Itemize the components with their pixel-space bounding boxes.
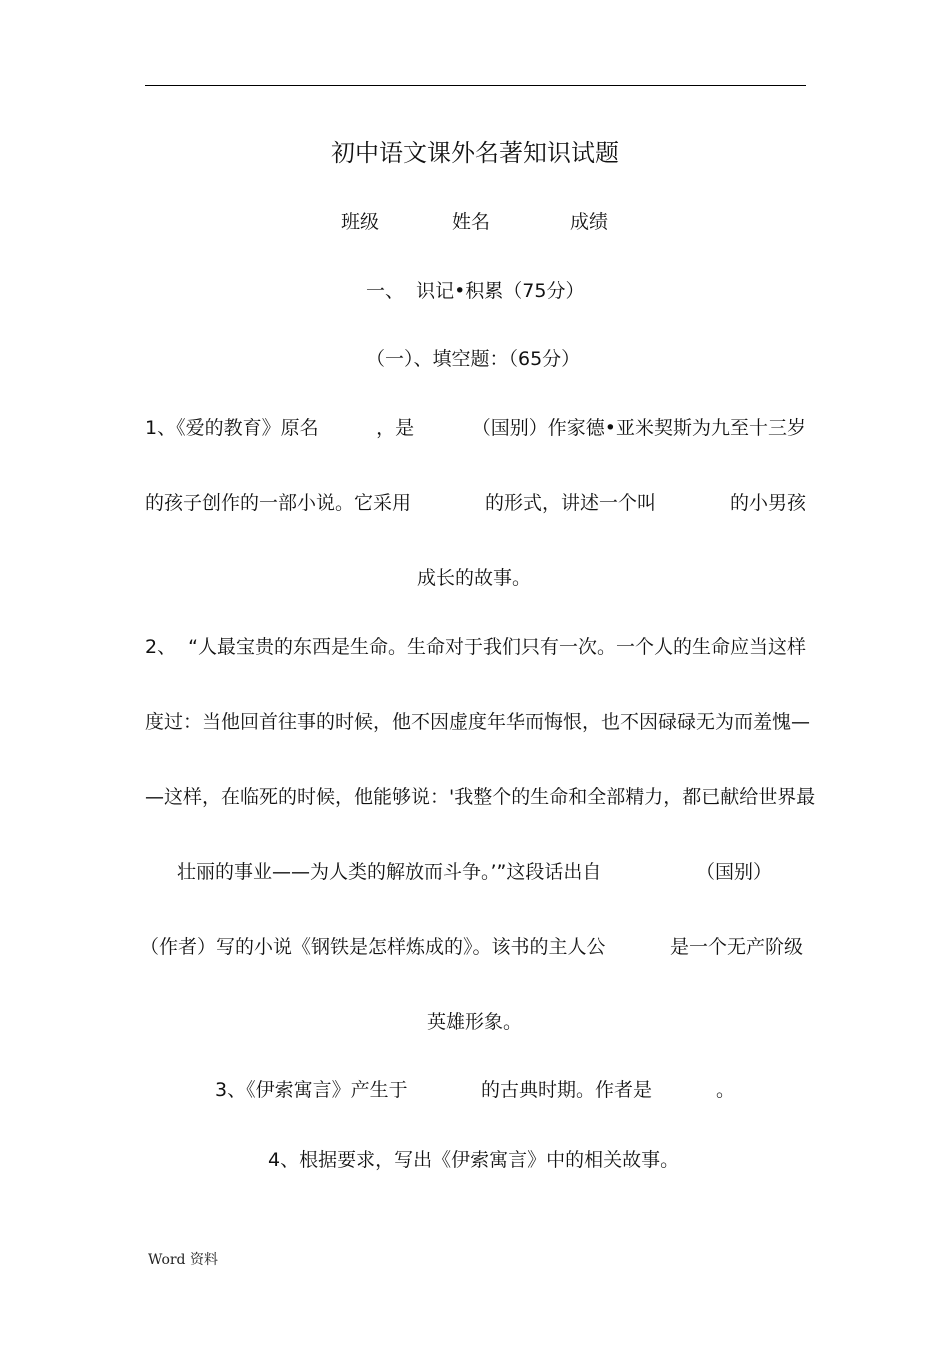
footer-label: Word 资料 (148, 1252, 218, 1268)
q3-text-a: 3、《伊索寓言》产生于 (215, 1079, 408, 1101)
q1-line-1 (145, 415, 806, 441)
q1-text-d: 的孩子创作的一部小说。它采用 (145, 492, 412, 514)
q2-line-4a: 壮丽的事业——为人类的解放而斗争。’”这段话出自 (177, 861, 602, 883)
subsection-heading: （一）、填空题：（65分） (366, 348, 581, 370)
q1-line-3: 成长的故事。 (417, 567, 532, 589)
header-rule (145, 85, 806, 86)
q1-text-e: 的形式，讲述一个叫 (484, 492, 656, 514)
q2-line-6: 英雄形象。 (427, 1011, 523, 1033)
q2-line-5b: 是一个无产阶级 (670, 936, 804, 958)
q3-text-b: 的古典时期。作者是 (481, 1079, 653, 1101)
q2-line-5a: （作者）写的小说《钢铁是怎样炼成的》。该书的主人公 (140, 936, 606, 958)
q3-text-c: 。 (716, 1079, 736, 1101)
q1-line-2 (145, 490, 806, 516)
q4-text: 4、根据要求，写出《伊索寓言》中的相关故事。 (268, 1149, 680, 1171)
q1-text-b: ，是 (376, 417, 415, 439)
q1-text-f: 的小男孩 (729, 492, 806, 514)
section-heading: 一、 识记•积累（75分） (366, 280, 585, 302)
q2-line-1: 2、 “人最宝贵的东西是生命。生命对于我们只有一次。一个人的生命应当这样 (145, 636, 807, 658)
document-title: 初中语文课外名著知识试题 (331, 139, 619, 167)
score-label: 成绩 (570, 211, 609, 233)
q2-line-4b: （国别） (696, 861, 773, 883)
q2-line-3: —这样，在临死的时候，他能够说：'我整个的生命和全部精力，都已献给世界最 (145, 786, 816, 808)
q1-text-a: 1、《爱的教育》原名 (145, 417, 319, 439)
q1-text-c: （国别）作家德•亚米契斯为九至十三岁 (471, 417, 806, 439)
name-label: 姓名 (452, 211, 491, 233)
class-label: 班级 (341, 211, 380, 233)
q2-line-2: 度过：当他回首往事的时候，他不因虚度年华而悔恨，也不因碌碌无为而羞愧— (145, 711, 811, 733)
